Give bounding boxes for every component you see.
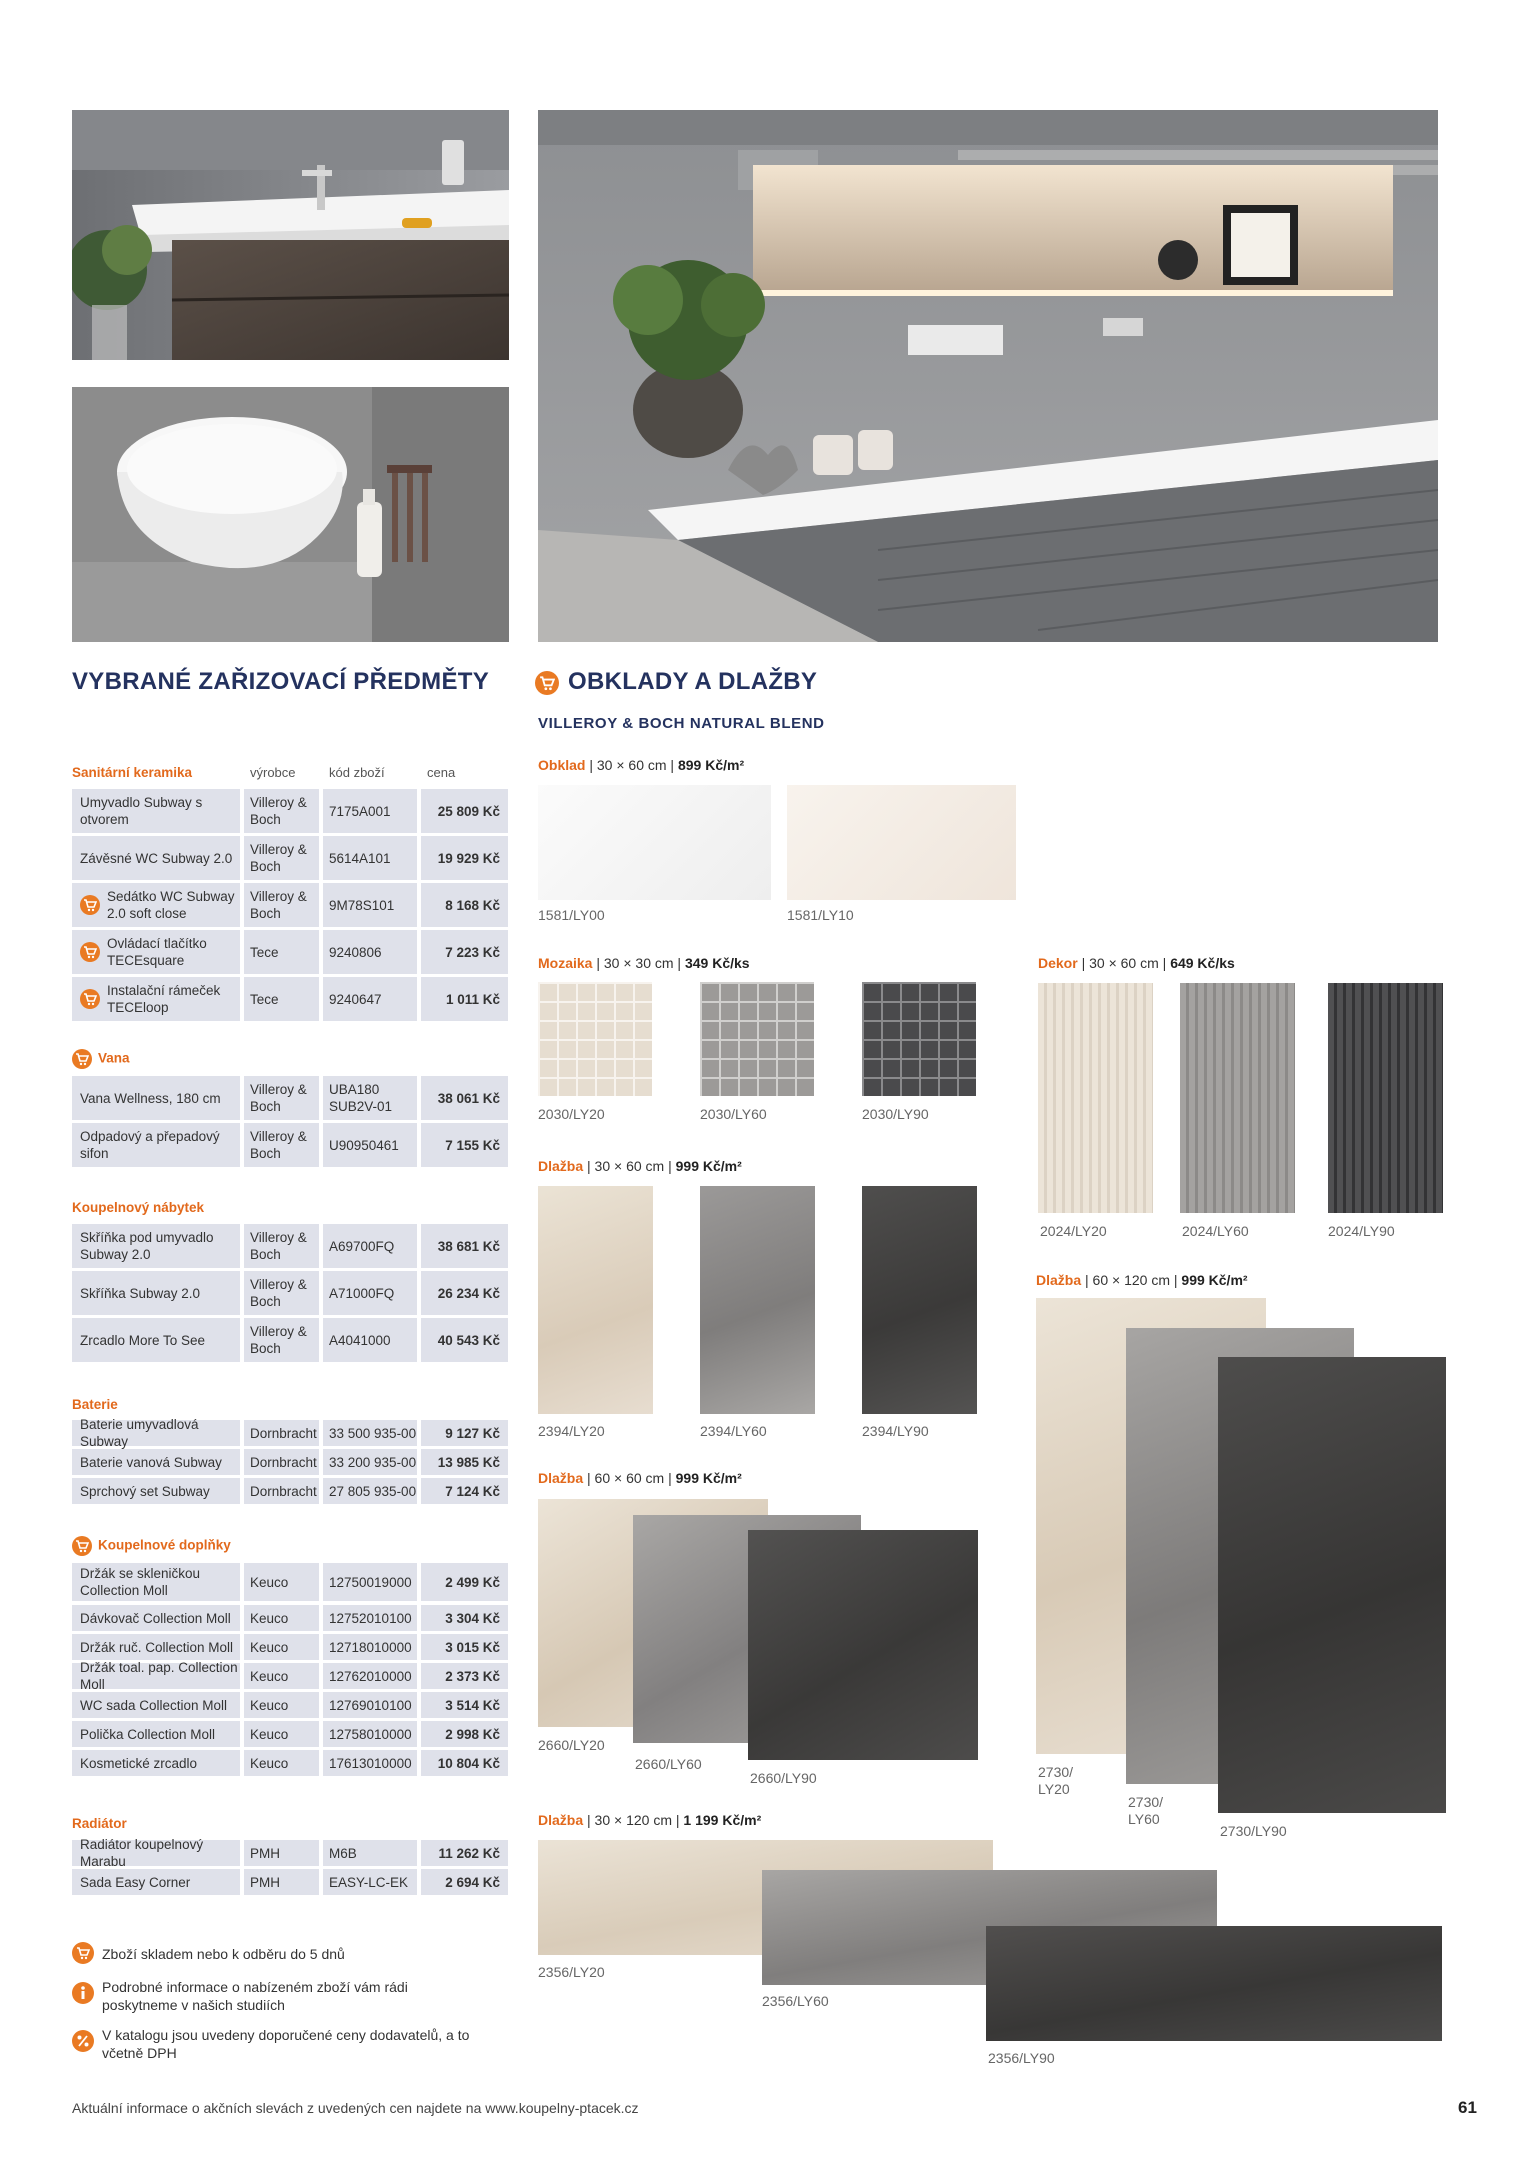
product-name: Skříňka pod umyvadlo Subway 2.0 [72,1224,240,1268]
product-name: Baterie umyvadlová Subway [72,1420,240,1446]
product-name: Radiátor koupelnový Marabu [72,1840,240,1866]
tile-code: 2030/LY90 [862,1106,929,1122]
info-icon [72,1982,94,2004]
category-accessories [72,1536,231,1556]
table-row [72,1750,508,1776]
tile-size: 60 × 60 cm [594,1470,665,1486]
product-code: 9240647 [323,977,417,1021]
tile-label-dlazba-60x120: Dlažba | 60 × 120 cm | 999 Kč/m² [1036,1272,1248,1288]
manufacturer: Tece [244,930,319,974]
table-row [72,1224,508,1268]
mosaic-swatch [862,982,976,1096]
cart-icon [80,942,100,962]
product-name: Sprchový set Subway [72,1478,240,1504]
tile-label-dlazba-30x120: Dlažba | 30 × 120 cm | 1 199 Kč/m² [538,1812,762,1828]
manufacturer: Keuco [244,1692,319,1718]
price: 9 127 Kč [421,1420,508,1446]
table-row [72,1605,508,1631]
tile-kind: Obklad [538,757,586,773]
table-row [72,1123,508,1167]
manufacturer: Keuco [244,1563,319,1601]
tile-label-obklad: Obklad | 30 × 60 cm | 899 Kč/m² [538,757,745,773]
product-code: U90950461 [323,1123,417,1167]
table-row [72,1869,508,1895]
price: 1 011 Kč [421,977,508,1021]
product-name: Baterie vanová Subway [72,1449,240,1475]
product-code: 9M78S101 [323,883,417,927]
tile-code: 2356/LY20 [538,1964,605,1980]
category-furniture: Koupelnový nábytek [72,1200,205,1215]
price: 2 499 Kč [421,1563,508,1601]
price: 7 155 Kč [421,1123,508,1167]
product-name: Držák toal. pap. Collection Moll [72,1663,240,1689]
table-row [72,930,508,974]
tile-swatch [1218,1357,1446,1813]
tile-price: 899 Kč/m² [677,757,745,773]
price: 3 304 Kč [421,1605,508,1631]
photo-washbasin [72,110,509,360]
page-number: 61 [1458,2098,1477,2117]
tile-swatch [986,1926,1442,2041]
manufacturer: Keuco [244,1663,319,1689]
product-code: 12762010000 [323,1663,417,1689]
tile-label-dlazba-60x60: Dlažba | 60 × 60 cm | 999 Kč/m² [538,1470,742,1486]
product-code: 9240806 [323,930,417,974]
tile-code: 2394/LY20 [538,1423,605,1439]
product-name: Instalační rámeček TECEloop [107,983,221,1015]
product-code: 27 805 935-00 [323,1478,417,1504]
table-row [72,1634,508,1660]
tile-code: 2030/LY60 [700,1106,767,1122]
price: 2 373 Kč [421,1663,508,1689]
cart-icon [72,1049,92,1069]
manufacturer: Villeroy & Boch [244,883,319,927]
tile-code: 2024/LY20 [1040,1223,1107,1239]
manufacturer: Villeroy & Boch [244,836,319,880]
price: 40 543 Kč [421,1318,508,1362]
category-accessories-label: Koupelnové doplňky [98,1537,231,1553]
manufacturer: Villeroy & Boch [244,1123,319,1167]
price: 38 061 Kč [421,1076,508,1120]
manufacturer: Keuco [244,1750,319,1776]
tile-swatch [787,785,1016,900]
tile-swatch [538,1186,653,1414]
product-code: 12752010100 [323,1605,417,1631]
tile-code: 2660/LY20 [538,1737,605,1753]
photo-toilet [72,387,509,642]
legend-prices: V katalogu jsou uvedeny doporučené ceny dodavatelů, a to včetně DPH [102,2027,470,2061]
manufacturer: Dornbracht [244,1420,319,1446]
price: 38 681 Kč [421,1224,508,1268]
legend-stock: Zboží skladem nebo k odběru do 5 dnů [102,1946,345,1962]
tile-code: 2394/LY60 [700,1423,767,1439]
tile-code: 2730/ LY60 [1128,1794,1164,1827]
cart-icon [80,895,100,915]
left-section-title: VYBRANÉ ZAŘIZOVACÍ PŘEDMĚTY [72,668,490,695]
product-code: EASY-LC-EK [323,1869,417,1895]
category-bath [72,1049,130,1069]
product-name: Umyvadlo Subway s otvorem [72,789,240,833]
tile-size: 30 × 60 cm [594,1158,665,1174]
product-code: 12750019000 [323,1563,417,1601]
manufacturer: Dornbracht [244,1449,319,1475]
tile-price: 1 199 Kč/m² [683,1812,762,1828]
tile-price: 999 Kč/m² [1181,1272,1248,1288]
decor-swatch [1038,983,1153,1213]
table-row [72,1478,508,1504]
cart-icon [80,989,100,1009]
column-header-price: cena [427,765,456,780]
price: 26 234 Kč [421,1271,508,1315]
product-code: 12758010000 [323,1721,417,1747]
tile-code: 2030/LY20 [538,1106,605,1122]
product-name: Vana Wellness, 180 cm [72,1076,240,1120]
tile-price: 999 Kč/m² [675,1158,742,1174]
product-name: Dávkovač Collection Moll [72,1605,240,1631]
tile-size: 30 × 30 cm [603,955,674,971]
manufacturer: Keuco [244,1721,319,1747]
table-row [72,1660,508,1692]
product-name: WC sada Collection Moll [72,1692,240,1718]
tile-code: 1581/LY00 [538,907,605,923]
tile-kind: Dlažba [538,1812,584,1828]
price: 19 929 Kč [421,836,508,880]
category-radiator: Radiátor [72,1816,127,1831]
tile-size: 30 × 60 cm [596,757,667,773]
product-code: 12769010100 [323,1692,417,1718]
category-bath-label: Vana [98,1050,130,1066]
cart-icon [72,1942,94,1964]
price: 3 015 Kč [421,1634,508,1660]
tile-price: 999 Kč/m² [675,1470,742,1486]
tile-swatch [538,785,771,900]
legend-info: Podrobné informace o nabízeném zboží vám rádi poskytneme v našich studiích [102,1979,408,2013]
product-code: M6B [323,1840,417,1866]
product-name: Odpadový a přepadový sifon [72,1123,240,1167]
manufacturer: Keuco [244,1634,319,1660]
price: 3 514 Kč [421,1692,508,1718]
manufacturer: PMH [244,1869,319,1895]
manufacturer: Villeroy & Boch [244,1271,319,1315]
price: 11 262 Kč [421,1840,508,1866]
tile-kind: Dekor [1038,955,1078,971]
product-code: 33 500 935-00 [323,1420,417,1446]
table-row [72,1721,508,1747]
table-row [72,836,508,880]
table-row [72,1417,508,1449]
table-row [72,883,508,927]
category-taps: Baterie [72,1397,118,1412]
price: 8 168 Kč [421,883,508,927]
table-row [72,1271,508,1315]
product-code: A69700FQ [323,1224,417,1268]
manufacturer: Keuco [244,1605,319,1631]
product-code: 33 200 935-00 [323,1449,417,1475]
product-code: A71000FQ [323,1271,417,1315]
mosaic-swatch [538,982,652,1096]
brand-subtitle: VILLEROY & BOCH NATURAL BLEND [538,715,825,732]
column-header-manufacturer: výrobce [250,765,296,780]
product-name: Polička Collection Moll [72,1721,240,1747]
product-name: Závěsné WC Subway 2.0 [72,836,240,880]
table-row [72,1692,508,1718]
table-row [72,1076,508,1120]
manufacturer: Dornbracht [244,1478,319,1504]
price: 2 998 Kč [421,1721,508,1747]
product-name: Sedátko WC Subway 2.0 soft close [107,889,235,921]
price: 13 985 Kč [421,1449,508,1475]
right-section-title: OBKLADY A DLAŽBY [568,668,818,695]
cart-icon [72,1536,92,1556]
product-name: Sada Easy Corner [72,1869,240,1895]
product-name-cell [72,977,240,1021]
table-row [72,1318,508,1362]
tile-kind: Dlažba [538,1158,584,1174]
tile-code: 2356/LY60 [762,1993,829,2009]
product-name-cell [72,883,240,927]
product-name: Ovládací tlačítko TECEsquare [107,936,207,968]
product-name: Držák se skleničkou Collection Moll [72,1563,240,1601]
tile-code: 2660/LY60 [635,1756,702,1772]
table-row [72,1837,508,1869]
product-code: A4041000 [323,1318,417,1362]
product-code: UBA180 SUB2V-01 [323,1076,417,1120]
product-code: 5614A101 [323,836,417,880]
price: 10 804 Kč [421,1750,508,1776]
tile-label-mozaika: Mozaika | 30 × 30 cm | 349 Kč/ks [538,955,750,971]
manufacturer: PMH [244,1840,319,1866]
column-header-code: kód zboží [329,765,385,780]
mosaic-swatch [700,982,814,1096]
decor-swatch [1180,983,1295,1213]
tile-size: 30 × 60 cm [1089,955,1159,971]
tile-code: 2024/LY60 [1182,1223,1249,1239]
product-name: Zrcadlo More To See [72,1318,240,1362]
price: 7 124 Kč [421,1478,508,1504]
tile-swatch [862,1186,977,1414]
manufacturer: Villeroy & Boch [244,1318,319,1362]
product-code: 17613010000 [323,1750,417,1776]
price: 7 223 Kč [421,930,508,974]
percent-icon [72,2030,94,2052]
tile-code: 1581/LY10 [787,907,854,923]
tile-code: 2356/LY90 [988,2050,1055,2066]
tile-code: 2024/LY90 [1328,1223,1395,1239]
decor-swatch [1328,983,1443,1213]
tile-code: 2730/ LY20 [1038,1764,1074,1797]
product-code: 12718010000 [323,1634,417,1660]
tile-price: 649 Kč/ks [1170,955,1235,971]
price: 25 809 Kč [421,789,508,833]
product-name: Skříňka Subway 2.0 [72,1271,240,1315]
tile-code: 2730/LY90 [1220,1823,1287,1839]
tile-swatch [700,1186,815,1414]
table-row [72,1563,508,1601]
manufacturer: Villeroy & Boch [244,1224,319,1268]
tile-price: 349 Kč/ks [684,955,750,971]
tile-label-dlazba-30x60: Dlažba | 30 × 60 cm | 999 Kč/m² [538,1158,742,1174]
tile-kind: Dlažba [538,1470,584,1486]
table-row [72,789,508,833]
tile-swatch [748,1530,978,1760]
product-name: Kosmetické zrcadlo [72,1750,240,1776]
price: 2 694 Kč [421,1869,508,1895]
product-name: Držák ruč. Collection Moll [72,1634,240,1660]
tile-kind: Dlažba [1036,1272,1082,1288]
table-row [72,1449,508,1475]
category-sanitary: Sanitární keramika [72,765,193,780]
tile-label-dekor: Dekor | 30 × 60 cm | 649 Kč/ks [1038,955,1235,971]
tile-size: 60 × 120 cm [1092,1272,1170,1288]
product-code: 7175A001 [323,789,417,833]
footer-note: Aktuální informace o akčních slevách z uvedených cen najdete na www.koupelny-ptacek.cz [72,2100,639,2116]
manufacturer: Villeroy & Boch [244,1076,319,1120]
cart-icon [535,671,559,695]
tile-size: 30 × 120 cm [594,1812,672,1828]
product-name-cell [72,930,240,974]
manufacturer: Tece [244,977,319,1021]
photo-bathtub [538,110,1438,642]
tile-kind: Mozaika [538,955,593,971]
tile-code: 2660/LY90 [750,1770,817,1786]
tile-code: 2394/LY90 [862,1423,929,1439]
table-row [72,977,508,1021]
manufacturer: Villeroy & Boch [244,789,319,833]
